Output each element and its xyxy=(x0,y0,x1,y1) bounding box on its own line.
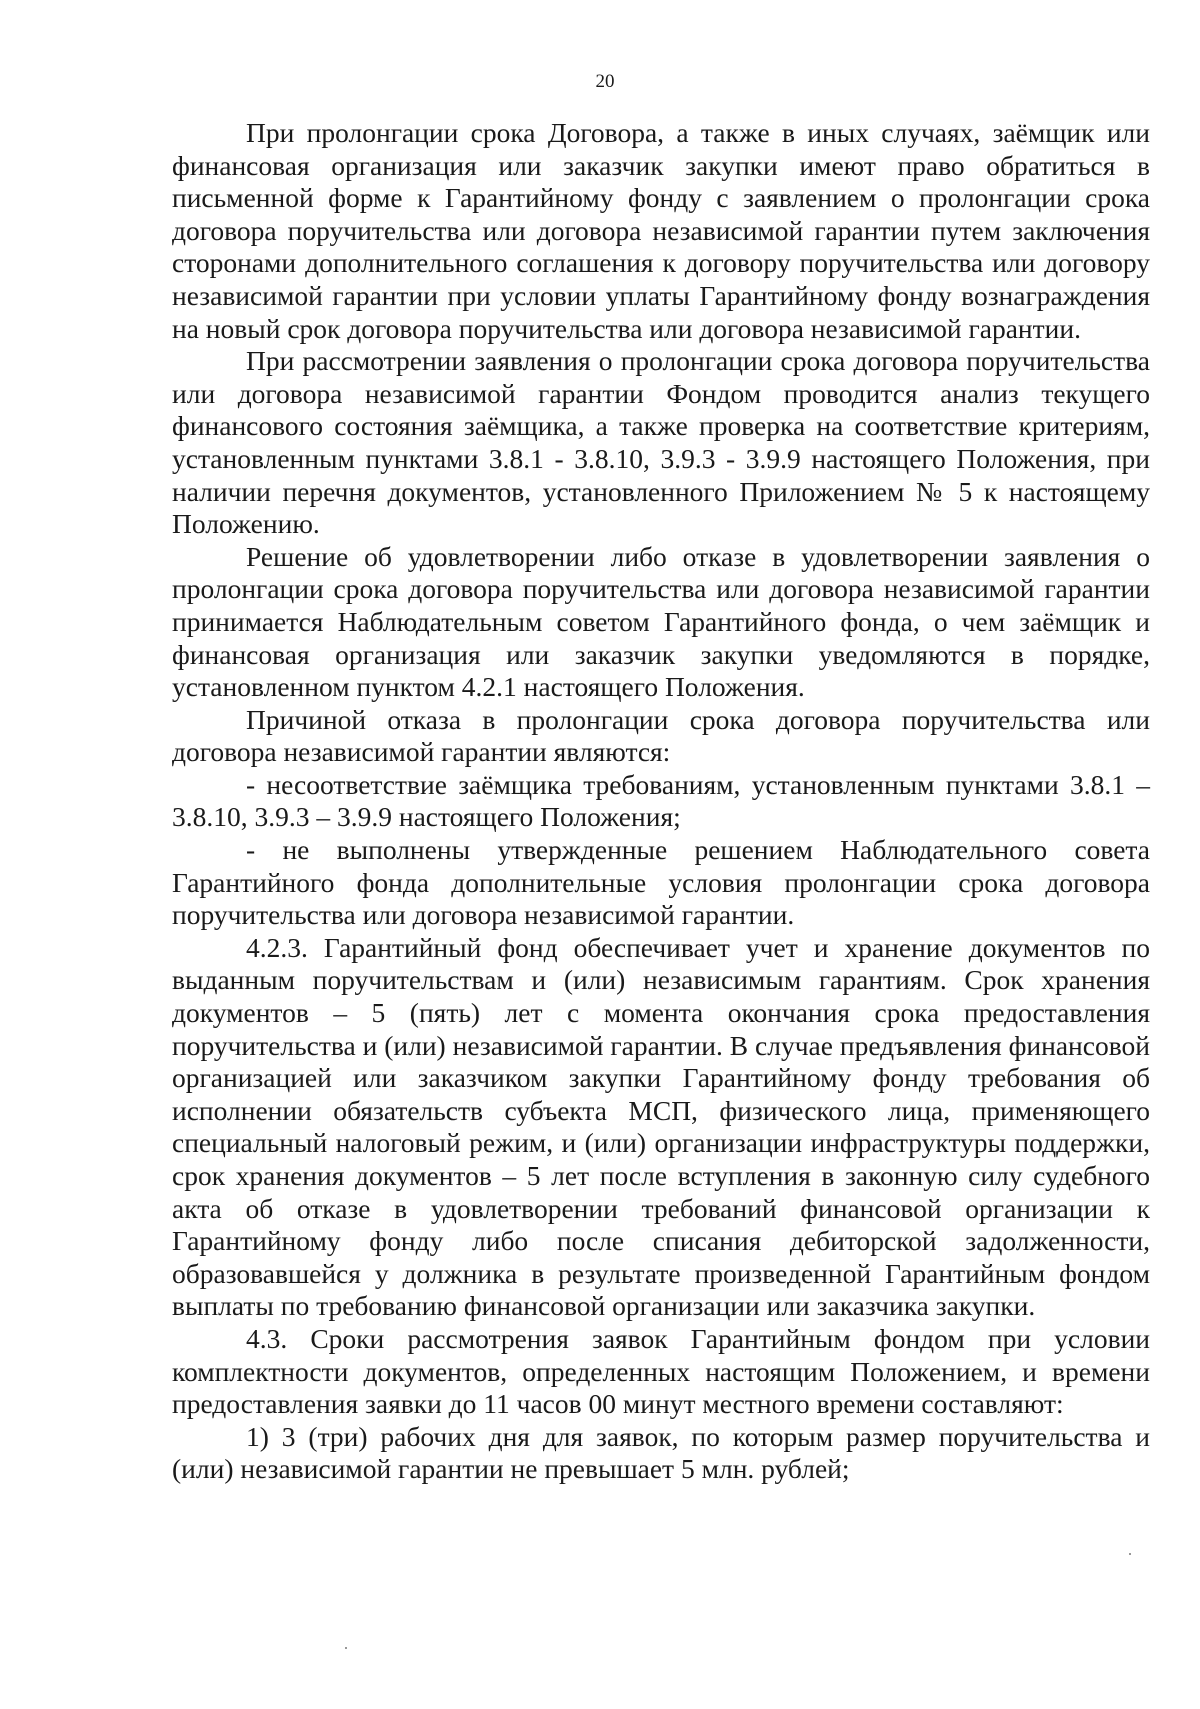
paragraph-prolongation-right: При пролонгации срока Договора, а также в иных случаях, заёмщик или финансовая организация или заказчик закупки имеют право обратиться в письменной форме к Гарантийному фонду с заявлением о пролонгации срока договора поручительства или договора независимой гарантии путем заключения сторонами дополнительного соглашения к договору поручительства или договору независимой гарантии при условии уплаты Гарантийному фонду вознаграждения на новый срок договора поручительства или договора независимой гарантии. xyxy=(172,117,1150,344)
paragraph-refusal-reasons: Причиной отказа в пролонгации срока договора поручительства или договора независимой гарантии являются: xyxy=(172,703,1150,768)
paragraph-prolongation-decision: Решение об удовлетворении либо отказе в удовлетворении заявления о пролонгации срока договора поручительства или договора независимой гарантии принимается Наблюдательным советом Гарантийного фонда, о чем заёмщик и финансовая организация или заказчик закупки уведомляются в порядке, установленном пунктом 4.2.1 настоящего Положения. xyxy=(172,540,1150,703)
list-item-noncompliance: - несоответствие заёмщика требованиям, установленным пунктами 3.8.1 – 3.8.10, 3.9.3 – 3.9.9 настоящего Положения; xyxy=(172,768,1150,833)
paragraph-prolongation-review: При рассмотрении заявления о пролонгации срока договора поручительства или договора независимой гарантии Фондом проводится анализ текущего финансового состояния заёмщика, а также проверка на соответствие критериям, установленным пунктами 3.8.1 - 3.8.10, 3.9.3 - 3.9.9 настоящего Положения, при наличии перечня документов, установленного Приложением № 5 к настоящему Положению. xyxy=(172,345,1150,540)
list-item-conditions-unmet: - не выполнены утвержденные решением Наблюдательного совета Гарантийного фонда дополнительные условия пролонгации срока договора поручительства или договора независимой гарантии. xyxy=(172,834,1150,931)
list-item-term-1: 1) 3 (три) рабочих дня для заявок, по которым размер поручительства и (или) независимой гарантии не превышает 5 млн. рублей; xyxy=(172,1420,1150,1485)
page-number: 20 xyxy=(595,71,615,92)
scan-speck xyxy=(1129,1553,1131,1555)
paragraph-4-3-review-terms: 4.3. Сроки рассмотрения заявок Гарантийным фондом при условии комплектности документов, определенных настоящим Положением, и времени предоставления заявки до 11 часов 00 минут местного времени составляют: xyxy=(172,1322,1150,1420)
paragraph-4-2-3-document-storage: 4.2.3. Гарантийный фонд обеспечивает учет и хранение документов по выданным поручительствам и (или) независимым гарантиям. Срок хранения документов – 5 (пять) лет с момента окончания срока предоставления поручительства и (или) независимой гарантии. В случае предъявления финансовой организацией или заказчиком закупки Гарантийному фонду требования об исполнении обязательств субъекта МСП, физического лица, применяющего специальный налоговый режим, и (или) организации инфраструктуры поддержки, срок хранения документов – 5 лет после вступления в законную силу судебного акта об отказе в удовлетворении требований финансовой организации к Гарантийному фонду либо после списания дебиторской задолженности, образовавшейся у должника в результате произведенной Гарантийным фондом выплаты по требованию финансовой организации или заказчика закупки. xyxy=(172,931,1150,1322)
scan-speck xyxy=(345,1647,347,1649)
document-body xyxy=(172,117,1150,1486)
